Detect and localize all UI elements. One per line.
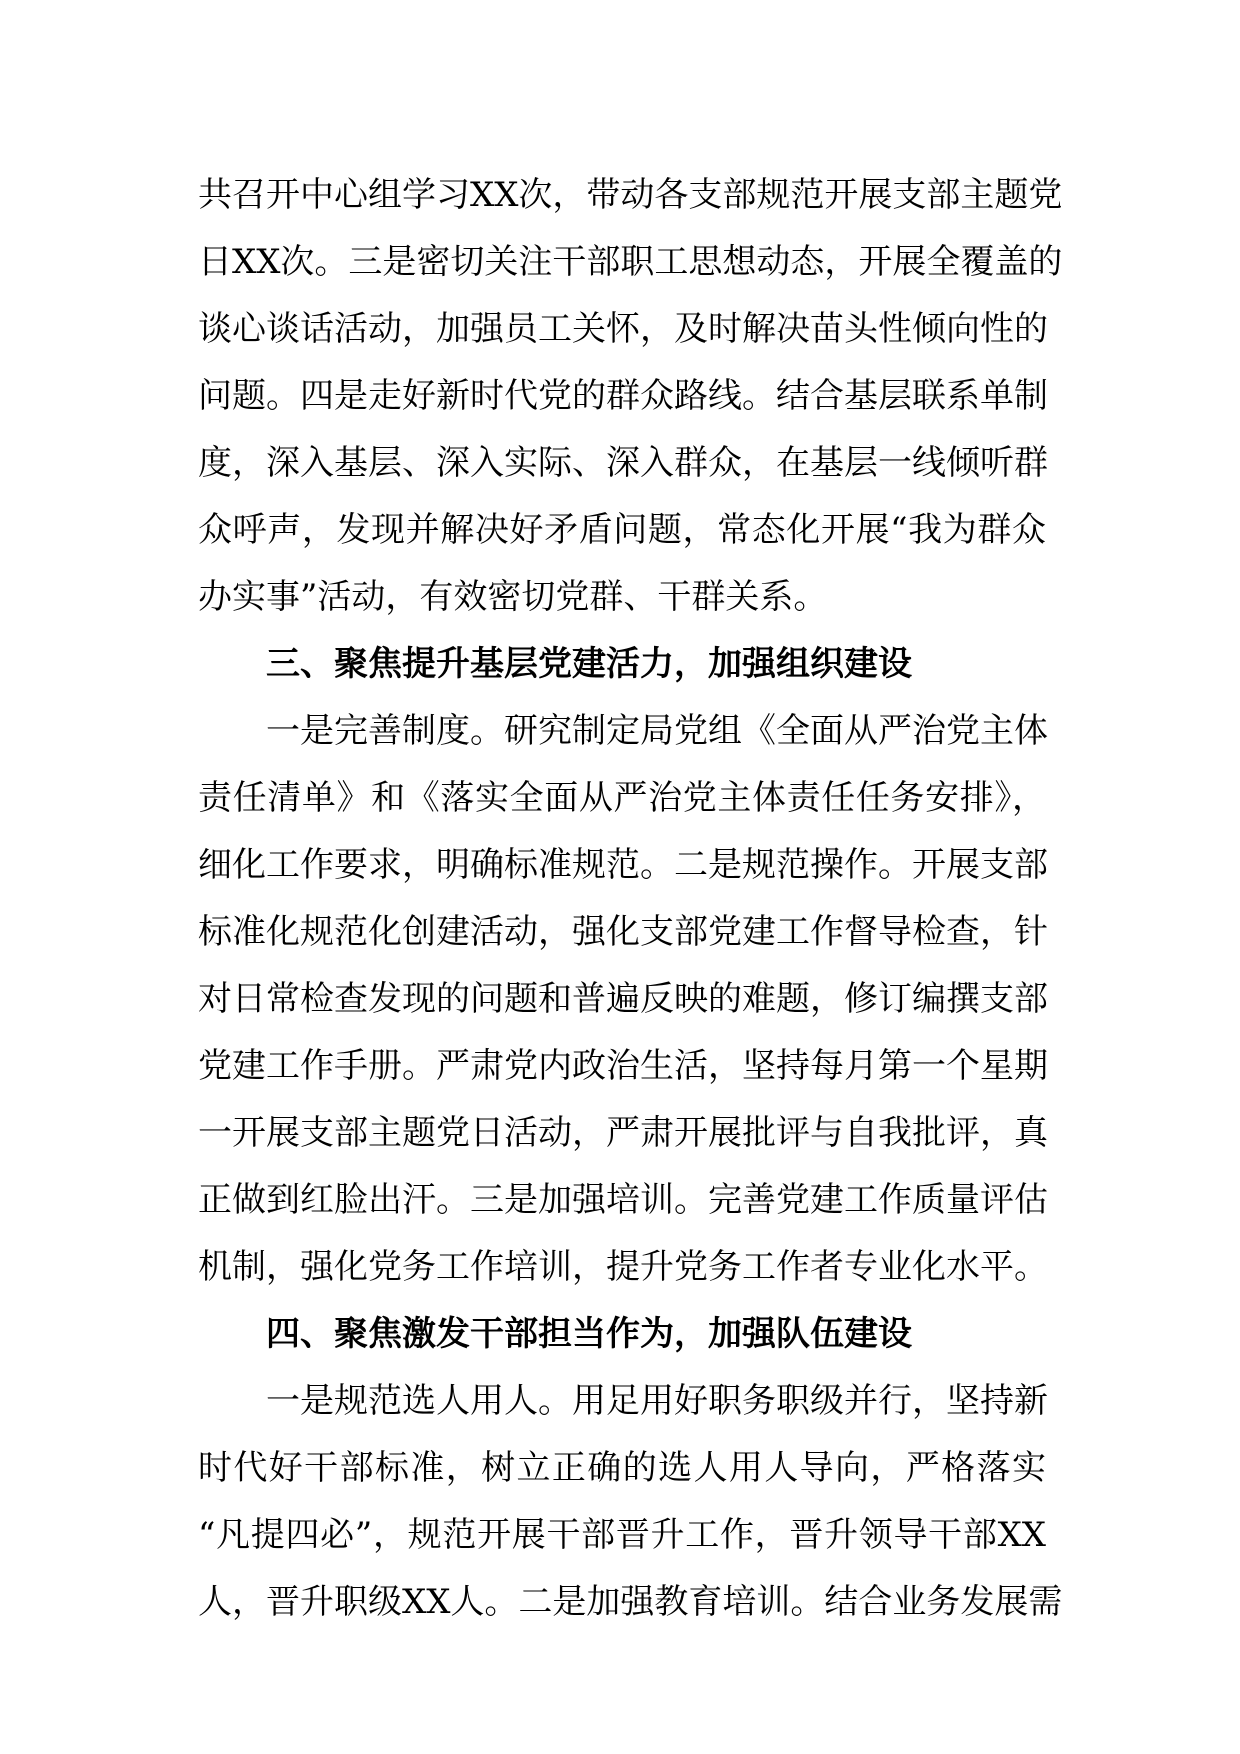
text-line: 细化工作要求，明确标准规范。二是规范操作。开展支部 xyxy=(198,845,1048,885)
text-line: 共召开中心组学习XX次，带动各支部规范开展支部主题党 xyxy=(198,175,1063,215)
text-line: 人，晋升职级XX人。二是加强教育培训。结合业务发展需 xyxy=(198,1582,1063,1622)
text-line: 一是规范选人用人。用足用好职务职级并行，坚持新 xyxy=(266,1381,1048,1421)
text-line: 党建工作手册。严肃党内政治生活，坚持每月第一个星期 xyxy=(198,1046,1048,1086)
text-line: 责任清单》和《落实全面从严治党主体责任任务安排》， xyxy=(198,778,1046,818)
text-line: 度，深入基层、深入实际、深入群众，在基层一线倾听群 xyxy=(198,443,1048,483)
text-line: 时代好干部标准，树立正确的选人用人导向，严格落实 xyxy=(198,1448,1046,1488)
text-line: 标准化规范化创建活动，强化支部党建工作督导检查，针 xyxy=(198,912,1048,952)
section-four-heading: 四、聚焦激发干部担当作为，加强队伍建设 xyxy=(266,1314,912,1354)
text-line: “凡提四必”，规范开展干部晋升工作，晋升领导干部XX xyxy=(198,1515,1046,1555)
text-line: 对日常检查发现的问题和普遍反映的难题，修订编撰支部 xyxy=(198,979,1048,1019)
text-line: 日XX次。三是密切关注干部职工思想动态，开展全覆盖的 xyxy=(198,242,1063,282)
text-line: 正做到红脸出汗。三是加强培训。完善党建工作质量评估 xyxy=(198,1180,1048,1220)
section-three-paragraph xyxy=(198,698,1046,1301)
section-four-paragraph xyxy=(198,1368,1063,1636)
text-line: 众呼声，发现并解决好矛盾问题，常态化开展“我为群众 xyxy=(198,510,1046,550)
text-line: 问题。四是走好新时代党的群众路线。结合基层联系单制 xyxy=(198,376,1048,416)
text-line: 办实事”活动，有效密切党群、干群关系。 xyxy=(198,577,828,617)
text-line: 一是完善制度。研究制定局党组《全面从严治党主体 xyxy=(266,711,1048,751)
continuation-paragraph xyxy=(198,162,1063,631)
section-three-heading: 三、聚焦提升基层党建活力，加强组织建设 xyxy=(266,644,912,684)
text-line: 一开展支部主题党日活动，严肃开展批评与自我批评，真 xyxy=(198,1113,1048,1153)
text-line: 机制，强化党务工作培训，提升党务工作者专业化水平。 xyxy=(198,1247,1048,1287)
text-line: 谈心谈话活动，加强员工关怀，及时解决苗头性倾向性的 xyxy=(198,309,1048,349)
document-body xyxy=(198,162,1063,1636)
